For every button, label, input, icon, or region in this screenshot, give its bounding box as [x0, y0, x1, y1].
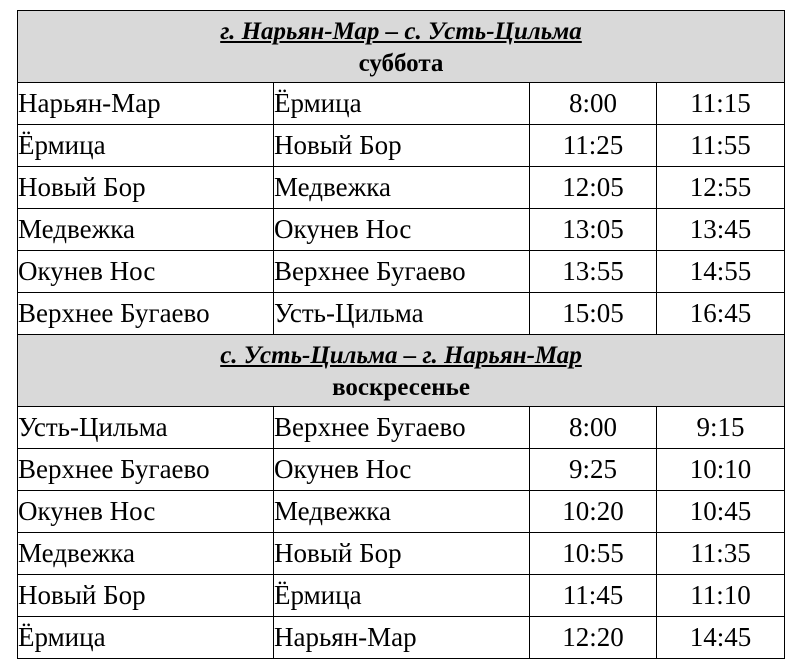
table-row	[18, 125, 785, 167]
table-row	[18, 209, 785, 251]
from-cell: Ёрмица	[18, 125, 274, 167]
arrival-time-cell: 11:55	[657, 125, 785, 167]
from-cell: Верхнее Бугаево	[18, 293, 274, 335]
departure-time-cell: 15:05	[530, 293, 657, 335]
table-row	[18, 491, 785, 533]
from-cell: Окунев Нос	[18, 251, 274, 293]
departure-time-cell: 13:55	[530, 251, 657, 293]
arrival-time-cell: 14:45	[657, 617, 785, 659]
route-day: воскресенье	[332, 373, 470, 401]
to-cell: Ёрмица	[274, 575, 530, 617]
table-row	[18, 407, 785, 449]
arrival-time-cell: 9:15	[657, 407, 785, 449]
schedule-body	[18, 11, 785, 659]
arrival-time-cell: 11:15	[657, 83, 785, 125]
table-row	[18, 83, 785, 125]
to-cell: Верхнее Бугаево	[274, 407, 530, 449]
route-title: с. Усть-Цильма – г. Нарьян-Мар	[220, 341, 582, 369]
table-row	[18, 617, 785, 659]
departure-time-cell: 11:45	[530, 575, 657, 617]
arrival-time-cell: 16:45	[657, 293, 785, 335]
to-cell: Новый Бор	[274, 125, 530, 167]
to-cell: Медвежка	[274, 491, 530, 533]
from-cell: Усть-Цильма	[18, 407, 274, 449]
to-cell: Ёрмица	[274, 83, 530, 125]
to-cell: Медвежка	[274, 167, 530, 209]
departure-time-cell: 10:55	[530, 533, 657, 575]
section-header	[18, 335, 785, 407]
table-row	[18, 533, 785, 575]
departure-time-cell: 13:05	[530, 209, 657, 251]
to-cell: Верхнее Бугаево	[274, 251, 530, 293]
departure-time-cell: 8:00	[530, 83, 657, 125]
arrival-time-cell: 10:45	[657, 491, 785, 533]
departure-time-cell: 12:05	[530, 167, 657, 209]
route-title: г. Нарьян-Мар – с. Усть-Цильма	[220, 17, 582, 45]
arrival-time-cell: 12:55	[657, 167, 785, 209]
to-cell: Усть-Цильма	[274, 293, 530, 335]
section-header-row	[18, 335, 785, 407]
route-day: суббота	[358, 49, 444, 77]
table-row	[18, 449, 785, 491]
from-cell: Новый Бор	[18, 575, 274, 617]
arrival-time-cell: 10:10	[657, 449, 785, 491]
table-row	[18, 167, 785, 209]
to-cell: Нарьян-Мар	[274, 617, 530, 659]
arrival-time-cell: 13:45	[657, 209, 785, 251]
section-header-row	[18, 11, 785, 83]
departure-time-cell: 12:20	[530, 617, 657, 659]
departure-time-cell: 9:25	[530, 449, 657, 491]
arrival-time-cell: 14:55	[657, 251, 785, 293]
to-cell: Окунев Нос	[274, 449, 530, 491]
departure-time-cell: 8:00	[530, 407, 657, 449]
table-row	[18, 251, 785, 293]
table-row	[18, 575, 785, 617]
table-row	[18, 293, 785, 335]
from-cell: Новый Бор	[18, 167, 274, 209]
from-cell: Окунев Нос	[18, 491, 274, 533]
departure-time-cell: 10:20	[530, 491, 657, 533]
from-cell: Верхнее Бугаево	[18, 449, 274, 491]
departure-time-cell: 11:25	[530, 125, 657, 167]
arrival-time-cell: 11:35	[657, 533, 785, 575]
to-cell: Новый Бор	[274, 533, 530, 575]
from-cell: Медвежка	[18, 209, 274, 251]
schedule-table	[17, 10, 785, 659]
to-cell: Окунев Нос	[274, 209, 530, 251]
arrival-time-cell: 11:10	[657, 575, 785, 617]
from-cell: Ёрмица	[18, 617, 274, 659]
section-header	[18, 11, 785, 83]
from-cell: Медвежка	[18, 533, 274, 575]
from-cell: Нарьян-Мар	[18, 83, 274, 125]
